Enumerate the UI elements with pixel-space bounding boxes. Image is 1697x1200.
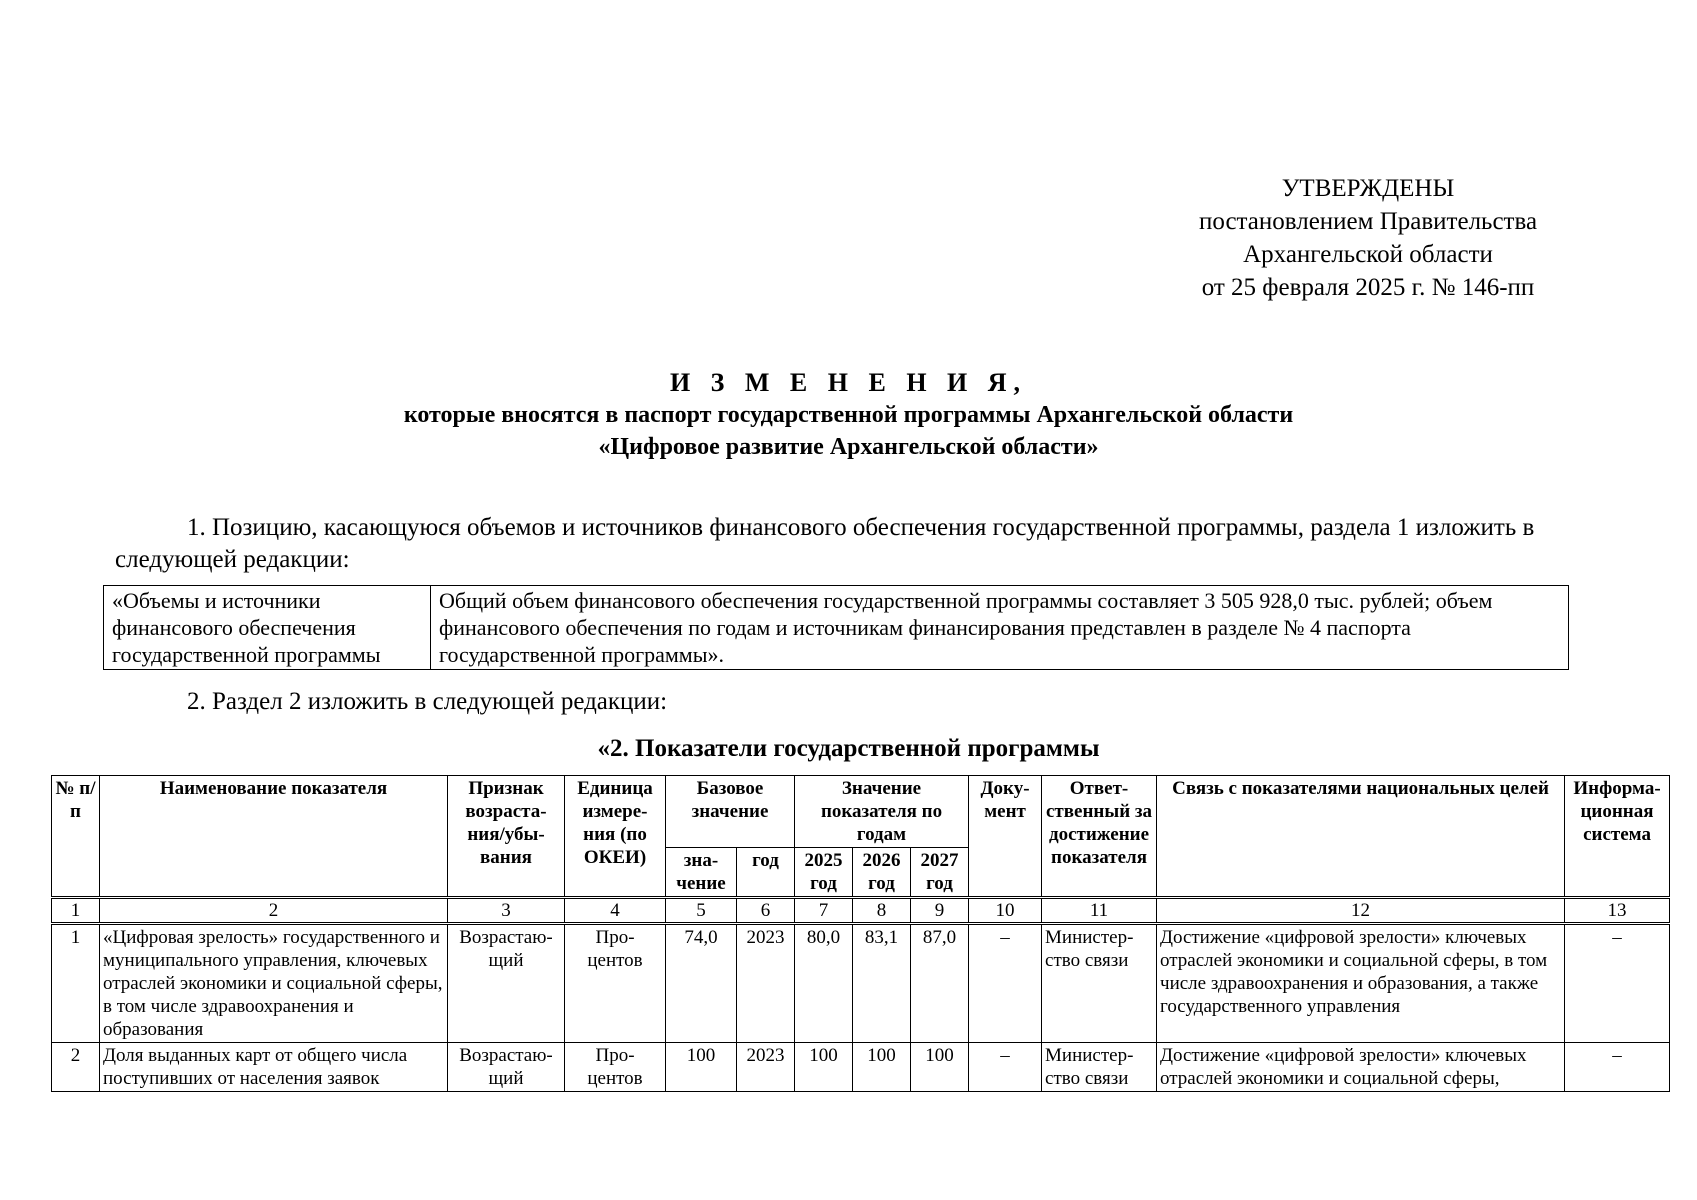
col-number: 9 (911, 898, 969, 924)
row-num: 2 (52, 1043, 100, 1092)
col-number: 8 (853, 898, 911, 924)
value-2027: 100 (911, 1043, 969, 1092)
header-base-year: год (737, 848, 795, 898)
responsible: Министер-ство связи (1042, 1043, 1157, 1092)
col-number: 4 (565, 898, 666, 924)
value-2026: 83,1 (853, 924, 911, 1043)
row-num: 1 (52, 924, 100, 1043)
document: – (969, 1043, 1042, 1092)
value-2026: 100 (853, 1043, 911, 1092)
header-doc: Доку-мент (969, 776, 1042, 898)
header-base-value: зна-чение (666, 848, 737, 898)
header-unit: Единица измере-ния (по ОКЕИ) (565, 776, 666, 898)
header-name: Наименование показателя (100, 776, 448, 898)
col-number: 11 (1042, 898, 1157, 924)
national-goal-link: Достижение «цифровой зрелости» ключевых отраслей экономики и социальной сферы, в том числе здравоохранения и образования, а также государственного управления (1157, 924, 1565, 1043)
header-2026: 2026 год (853, 848, 911, 898)
header-link: Связь с показателями национальных целей (1157, 776, 1565, 898)
header-value: Значение показателя по годам (795, 776, 969, 848)
base-value: 74,0 (666, 924, 737, 1043)
indicator-sign: Возрастаю-щий (448, 924, 565, 1043)
approval-line-3: Архангельской области (1243, 241, 1493, 268)
info-system: – (1565, 1043, 1670, 1092)
responsible: Министер-ство связи (1042, 924, 1157, 1043)
indicator-name: «Цифровая зрелость» государственного и муниципального управления, ключевых отраслей экономики и социальной сферы, в том числе здравоохранения и образования (100, 924, 448, 1043)
section-title: «2. Показатели государственной программы (597, 735, 1100, 762)
header-num: № п/п (52, 776, 100, 898)
document: – (969, 924, 1042, 1043)
base-year: 2023 (737, 1043, 795, 1092)
national-goal-link: Достижение «цифровой зрелости» ключевых отраслей экономики и социальной сферы, (1157, 1043, 1565, 1092)
col-number: 6 (737, 898, 795, 924)
indicators-table (51, 775, 1670, 1092)
indicator-name: Доля выданных карт от общего числа поступивших от населения заявок (100, 1043, 448, 1092)
financing-text: Общий объем финансового обеспечения государственной программы составляет 3 505 928,0 тыс. рублей; объем финансового обеспечения по годам и источникам финансирования представлен в разделе № 4 паспорта государственной программы». (431, 586, 1569, 670)
col-number: 3 (448, 898, 565, 924)
table-row (52, 924, 1670, 1043)
document-heading: И З М Е Н Е Н И Я, (669, 368, 1028, 397)
col-number: 12 (1157, 898, 1565, 924)
approval-block (1170, 172, 1566, 304)
header-2025: 2025 год (795, 848, 853, 898)
value-2027: 87,0 (911, 924, 969, 1043)
header-2027: 2027 год (911, 848, 969, 898)
header-info: Информа-ционная система (1565, 776, 1670, 898)
financing-label: «Объемы и источники финансового обеспечения государственной программы (104, 586, 431, 670)
header-resp: Ответ-ственный за достижение показателя (1042, 776, 1157, 898)
document-subtitle: которые вносятся в паспорт государственной программы Архангельской области (403, 402, 1294, 428)
table-row (52, 1043, 1670, 1092)
value-2025: 80,0 (795, 924, 853, 1043)
col-number: 5 (666, 898, 737, 924)
column-numbers-row (52, 898, 1670, 924)
indicator-unit: Про-центов (565, 1043, 666, 1092)
indicator-sign: Возрастаю-щий (448, 1043, 565, 1092)
approval-line-4: от 25 февраля 2025 г. № 146-пп (1201, 274, 1535, 301)
indicator-unit: Про-центов (565, 924, 666, 1043)
col-number: 7 (795, 898, 853, 924)
col-number: 13 (1565, 898, 1670, 924)
base-year: 2023 (737, 924, 795, 1043)
col-number: 2 (100, 898, 448, 924)
info-system: – (1565, 924, 1670, 1043)
paragraph-2: 2. Раздел 2 изложить в следующей редакции: (187, 688, 668, 715)
approval-line-2: постановлением Правительства (1198, 208, 1538, 235)
col-number: 1 (52, 898, 100, 924)
program-name: «Цифровое развитие Архангельской области» (598, 434, 1099, 460)
header-base: Базовое значение (666, 776, 795, 848)
value-2025: 100 (795, 1043, 853, 1092)
col-number: 10 (969, 898, 1042, 924)
base-value: 100 (666, 1043, 737, 1092)
financing-table (103, 585, 1569, 670)
paragraph-1: 1. Позицию, касающуюся объемов и источников финансового обеспечения государственной программы, раздела 1 изложить в следующей редакции: (115, 514, 1535, 573)
header-sign: Признак возраста-ния/убы-вания (448, 776, 565, 898)
approval-line-1: УТВЕРЖДЕНЫ (1281, 175, 1455, 202)
